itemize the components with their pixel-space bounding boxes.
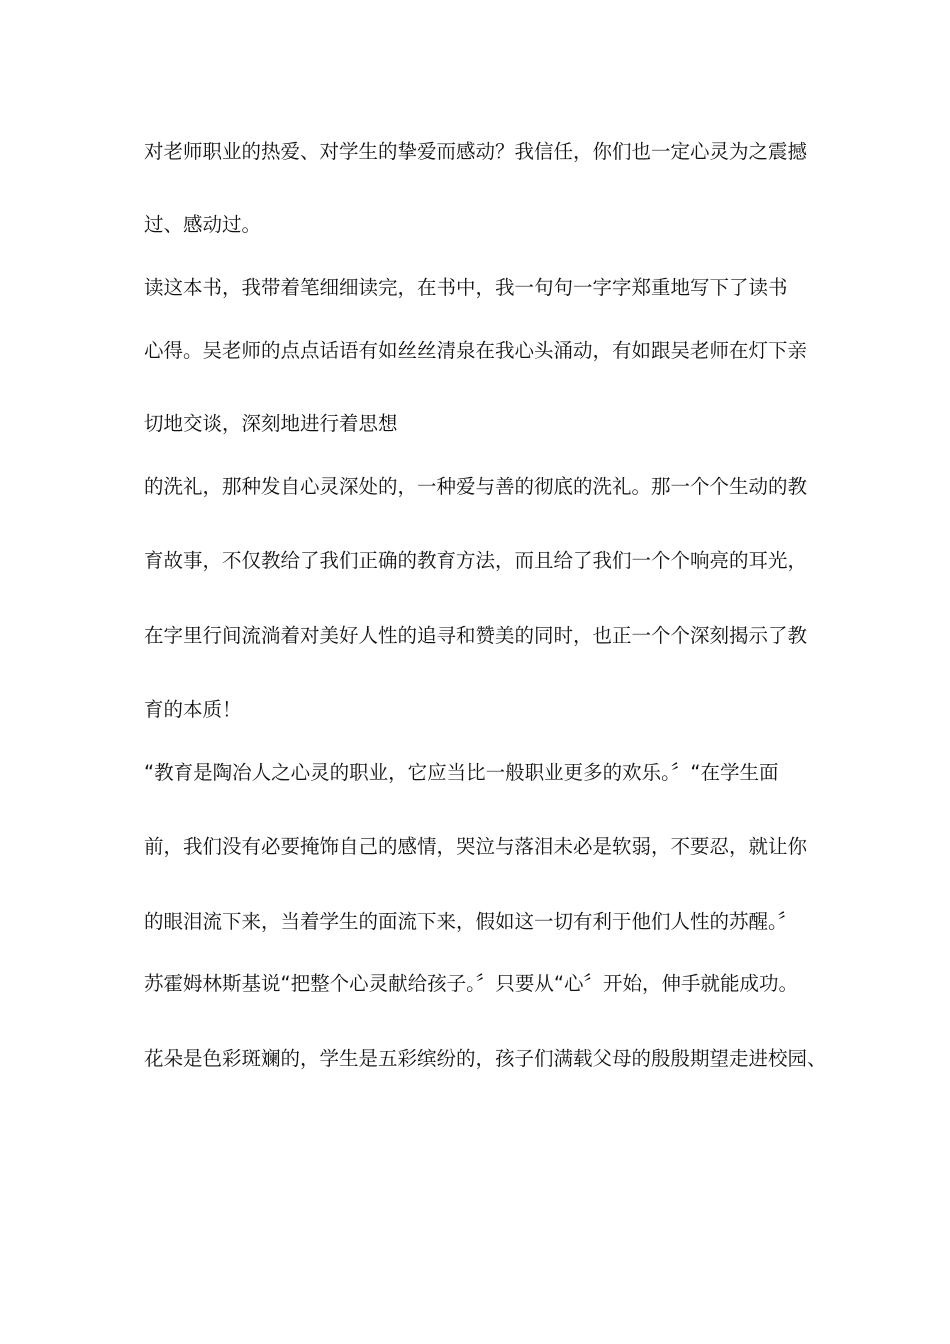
text-line-2: 过、感动过。: [144, 213, 262, 236]
text-line-10: “教育是陶冶人之心灵的职业，它应当比一般职业更多的欢乐。〞“在学生面: [144, 761, 779, 784]
text-line-9: 育的本质！: [144, 698, 242, 721]
text-line-12: 的眼泪流下来，当着学生的面流下来，假如这一切有利于他们人性的苏醒。〞: [144, 910, 798, 933]
text-line-3: 读这本书，我带着笔细细读完，在书中，我一句句一字字郑重地写下了读书: [144, 276, 788, 299]
text-line-14: 花朵是色彩斑斓的，学生是五彩缤纷的，孩子们满载父母的殷殷期望走进校园、: [144, 1047, 827, 1070]
text-line-5: 切地交谈，深刻地进行着思想: [144, 412, 398, 435]
text-line-6: 的洗礼，那种发自心灵深处的，一种爱与善的彻底的洗礼。那一个个生动的教: [144, 475, 808, 498]
text-line-7: 育故事，不仅教给了我们正确的教育方法，而且给了我们一个个响亮的耳光，: [144, 549, 808, 572]
text-line-8: 在字里行间流淌着对美好人性的追寻和赞美的同时，也正一个个深刻揭示了教: [144, 624, 808, 647]
text-line-11: 前，我们没有必要掩饰自己的感情，哭泣与落泪未必是软弱，不要忍，就让你: [144, 835, 808, 858]
text-line-13: 苏霍姆林斯基说“把整个心灵献给孩子。〞只要从“心〞开始，伸手就能成功。: [144, 972, 798, 995]
text-line-1: 对老师职业的热爱、对学生的挚爱而感动？我信任，你们也一定心灵为之震撼: [144, 140, 808, 163]
text-line-4: 心得。吴老师的点点话语有如丝丝清泉在我心头涌动，有如跟吴老师在灯下亲: [144, 339, 808, 362]
